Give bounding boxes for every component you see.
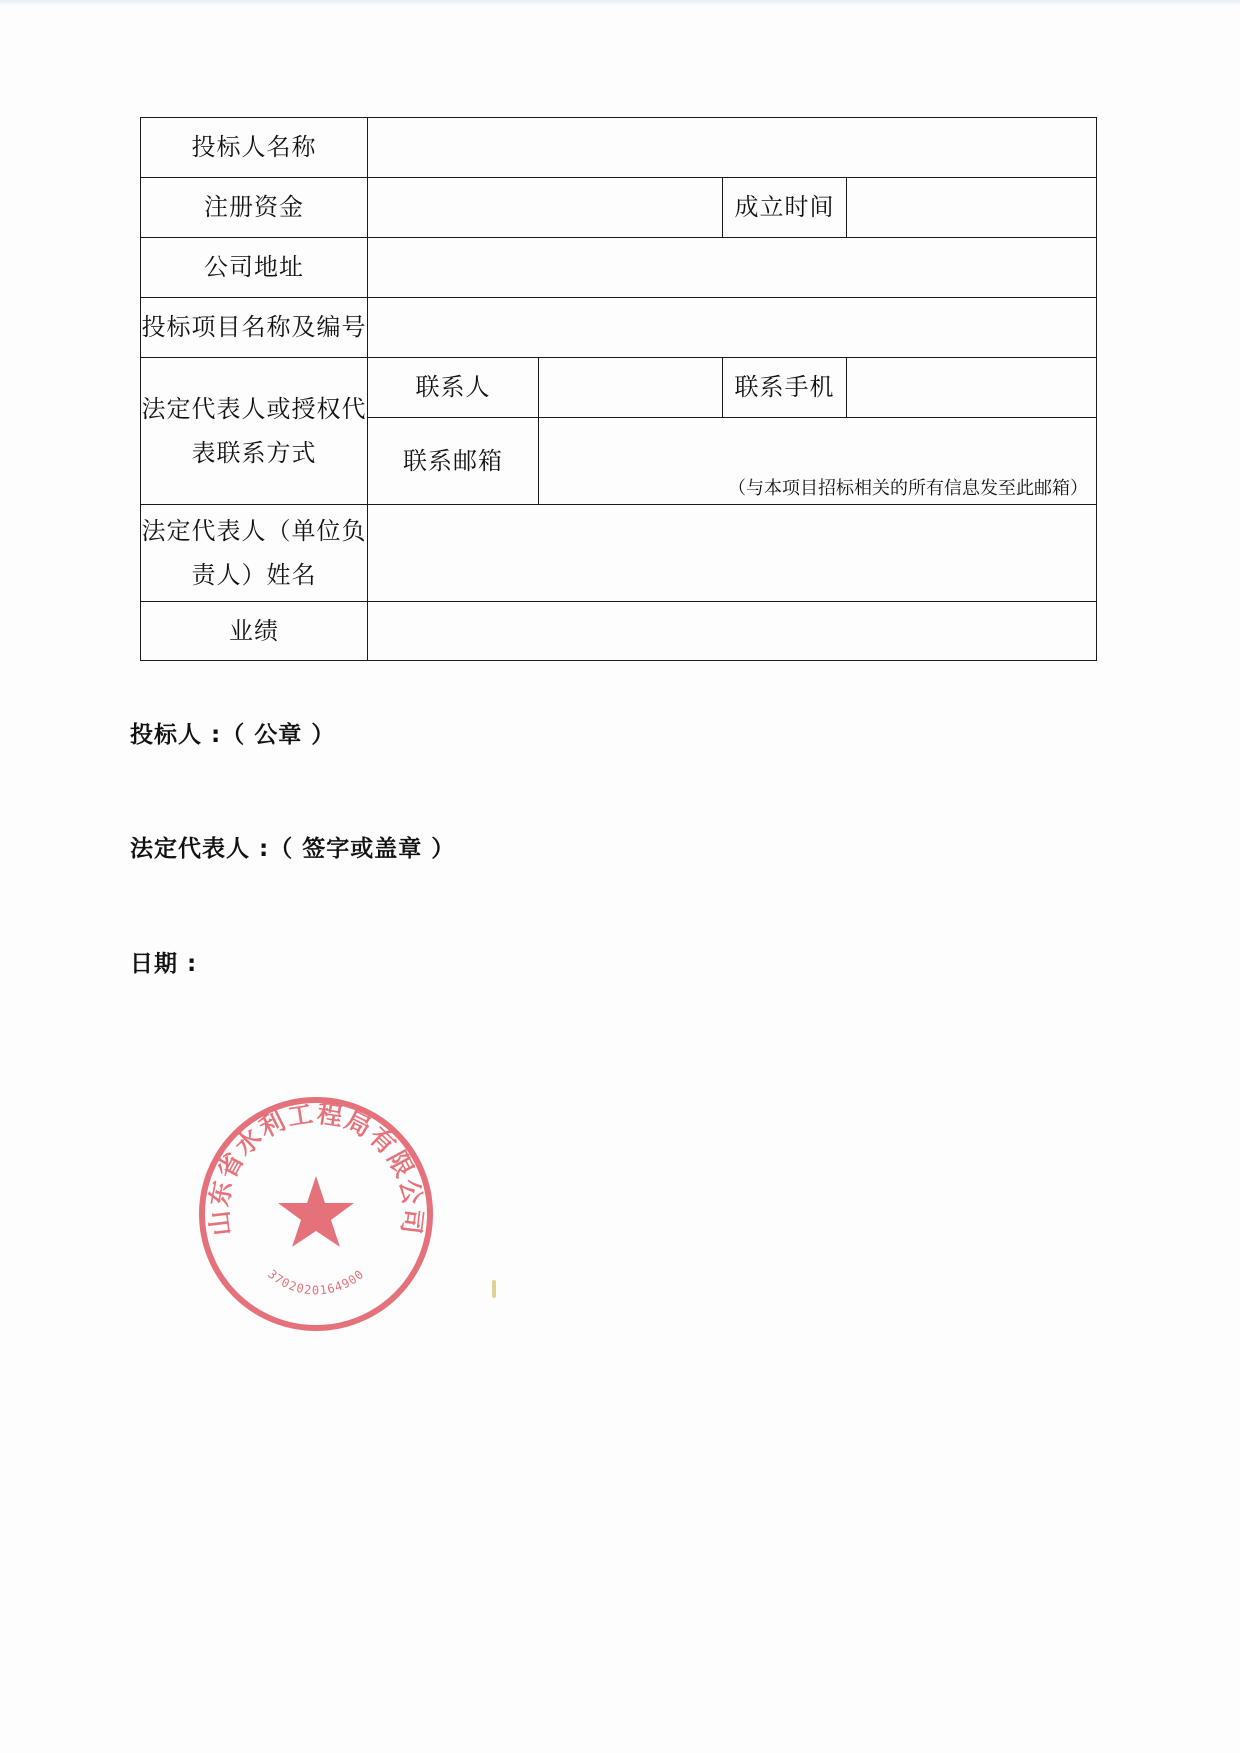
contact-mobile-label: 联系手机 xyxy=(723,358,847,418)
row-contact xyxy=(141,358,1097,418)
bidder-info-table xyxy=(140,117,1097,661)
contact-person-label: 联系人 xyxy=(368,358,539,418)
established-time-label: 成立时间 xyxy=(723,178,847,238)
row-capital xyxy=(141,178,1097,238)
established-time-field[interactable] xyxy=(847,178,1097,238)
row-address xyxy=(141,238,1097,298)
bidder-seal-line: 投标人 :（ 公章 ） xyxy=(130,722,336,748)
seal-number: 3702020164900 xyxy=(265,1266,367,1298)
contact-mobile-field[interactable] xyxy=(847,358,1097,418)
company-address-label: 公司地址 xyxy=(141,238,368,298)
performance-label: 业绩 xyxy=(141,602,368,661)
date-line: 日期 : xyxy=(130,951,198,977)
project-name-number-label: 投标项目名称及编号 xyxy=(141,298,368,358)
seal-company-name: 山东省水利工程局有限公司 xyxy=(204,1098,428,1238)
row-bidder-name xyxy=(141,118,1097,178)
bidder-name-label: 投标人名称 xyxy=(141,118,368,178)
scan-edge xyxy=(0,0,1240,6)
legal-rep-name-field[interactable] xyxy=(368,505,1097,602)
email-note: （与本项目招标相关的所有信息发至此邮箱） xyxy=(728,478,1088,499)
bidder-name-field[interactable] xyxy=(368,118,1097,178)
company-address-field[interactable] xyxy=(368,238,1097,298)
row-project xyxy=(141,298,1097,358)
row-legal-rep-name xyxy=(141,505,1097,602)
row-performance xyxy=(141,602,1097,661)
registered-capital-field[interactable] xyxy=(368,178,723,238)
company-seal-stamp xyxy=(196,1094,436,1334)
seal-star-icon xyxy=(278,1176,354,1247)
project-name-number-field[interactable] xyxy=(368,298,1097,358)
legal-rep-name-label: 法定代表人（单位负责人）姓名 xyxy=(141,505,368,602)
contact-email-label: 联系邮箱 xyxy=(368,418,539,505)
performance-field[interactable] xyxy=(368,602,1097,661)
legal-rep-sign-line: 法定代表人 :（ 签字或盖章 ） xyxy=(130,836,456,862)
contact-person-field[interactable] xyxy=(539,358,723,418)
registered-capital-label: 注册资金 xyxy=(141,178,368,238)
legal-rep-contact-label: 法定代表人或授权代表联系方式 xyxy=(141,358,368,505)
contact-email-field[interactable] xyxy=(539,418,1097,505)
scan-speck xyxy=(492,1280,496,1298)
